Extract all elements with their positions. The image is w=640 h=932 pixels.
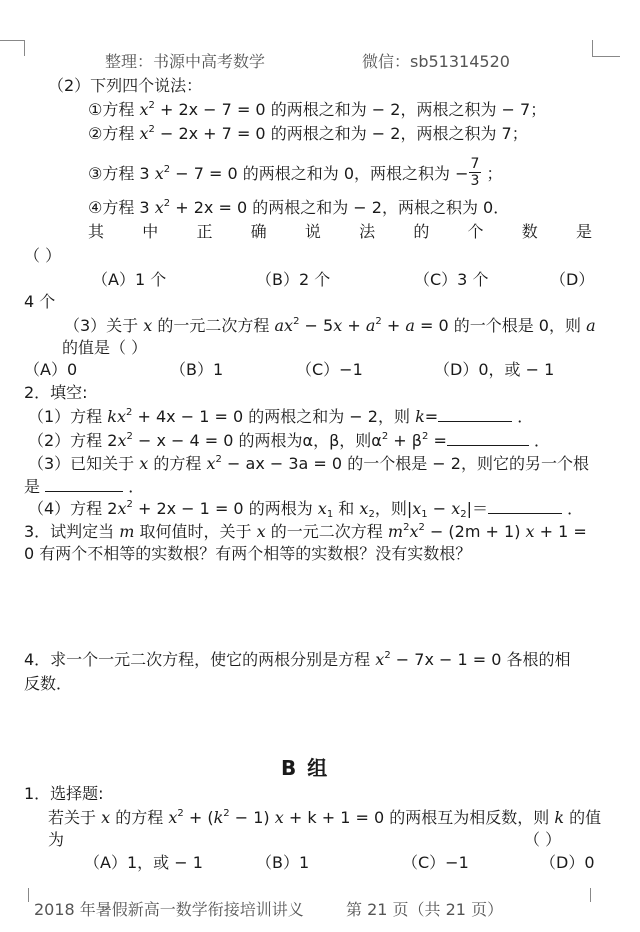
q2-question-line: 其 中 正 确 说 法 的 个 数 是 — [88, 222, 592, 241]
group-b-q1-title: 1．选择题: — [24, 784, 104, 803]
problem-3-line-1: 3．试判定当 m 取何值时，关于 x 的一元二次方程 $m^2x^2 - (2m + 1) x + 1$ = — [24, 522, 587, 541]
header-wechat: 微信：sb51314520 — [362, 52, 510, 71]
problem-4-line-1: 4．求一个一元二次方程，使它的两根分别是方程 $x^2 - 7x - 1 = 0$ 各根的相 — [24, 650, 571, 669]
q3-line-2: 的值是（ ） — [62, 338, 148, 357]
fill-title: 2．填空: — [24, 383, 88, 402]
fraction-7-3: $\frac{7}{3}$ — [470, 156, 480, 189]
footer-title: 2018 年暑假新高一数学衔接培训讲义 — [34, 900, 304, 919]
crop-mark-top-left — [0, 40, 24, 41]
fill-item-4: （4）方程 $2x^2 + 2x - 1 = 0$ 的两根为 $x_1$ 和 $x_2$，则$|x_1 - x_2|=$ ． — [28, 499, 584, 520]
group-b-q1-answer-paren: （ ） — [524, 830, 562, 849]
group-b-option-b: （B）1 — [256, 853, 310, 872]
group-b-title: B 组 — [281, 756, 330, 780]
fill-item-1: （1）方程 $kx^2 + 4x - 1 = 0$ 的两根之和为 − 2，则 k= ． — [28, 407, 534, 426]
fill-item-3: （3）已知关于 x 的方程 $x^2$ − ax − 3a = 0 的一个根是 − 2，则它的另一个根 — [28, 454, 589, 473]
q3-option-a: （A）0 — [24, 360, 78, 379]
problem-3-line-2: 0 有两个不相等的实数根？有两个相等的实数根？没有实数根？ — [24, 544, 472, 563]
group-b-option-a: （A）1，或 − 1 — [84, 853, 203, 872]
footer-page-number: 第 21 页（共 21 页） — [346, 900, 504, 919]
q2-statement-2: ②方程 $x^2 - 2x + 7 = 0$ 的两根之和为 − 2，两根之积为 7； — [88, 124, 528, 143]
fill-item-3-cont: 是 ． — [24, 477, 145, 496]
q2-statement-4: ④方程 3 $x^2 + 2x = 0$ 的两根之和为 − 2，两根之积为 0． — [88, 198, 510, 217]
crop-mark-top-right-h — [592, 56, 620, 57]
answer-blank-3[interactable] — [45, 476, 123, 492]
q3-option-c: （C）−1 — [296, 360, 363, 379]
q2-option-b: （B）2 个 — [256, 270, 331, 289]
group-b-q1-line-2: 为 — [48, 830, 65, 849]
q3-line-1: （3）关于 x 的一元二次方程 $ax^2 - 5x + a^2 + a = 0$ 的一个根是 0，则 a — [64, 316, 596, 335]
group-b-q1-line-1: 若关于 x 的方程 $x^2 + (k^2 - 1) x + k + 1 = 0$ 的两根互为相反数，则 k 的值 — [48, 808, 602, 827]
group-b-option-c: （C）−1 — [402, 853, 469, 872]
q2-statement-3: ③方程 3 $x^2 - 7 = 0$ 的两根之和为 0，两根之积为 − $\frac{7}{3}$ ； — [88, 156, 503, 189]
q3-option-b: （B）1 — [170, 360, 224, 379]
q2-option-d: （D） — [550, 270, 595, 289]
fill-item-2: （2）方程 $2x^2 - x - 4 = 0$ 的两根为α，β，则$\alpha^2 + \beta^2$ = ． — [28, 431, 550, 450]
q2-option-d-tail: 4 个 — [24, 292, 56, 311]
crop-mark-bottom-right — [590, 888, 591, 902]
problem-4-line-2: 反数． — [24, 674, 73, 693]
answer-blank-2[interactable] — [447, 430, 529, 446]
group-b-option-d: （D）0 — [540, 853, 595, 872]
header-editor: 整理：书源中高考数学 — [105, 52, 266, 71]
answer-blank-1[interactable] — [438, 406, 512, 422]
q2-answer-paren: （ ） — [24, 246, 62, 265]
q3-option-d: （D）0，或 − 1 — [434, 360, 555, 379]
crop-mark-top-left-v — [24, 40, 25, 56]
crop-mark-bottom-left — [28, 888, 29, 902]
q2-statement-1: ①方程 $x^2 + 2x - 7 = 0$ 的两根之和为 − 2，两根之积为 − 7； — [88, 100, 547, 119]
crop-mark-top-right — [592, 40, 593, 56]
q2-option-c: （C）3 个 — [414, 270, 489, 289]
answer-blank-4[interactable] — [488, 498, 562, 514]
q2-option-a: （A）1 个 — [92, 270, 167, 289]
q2-title: （2）下列四个说法： — [48, 76, 203, 95]
